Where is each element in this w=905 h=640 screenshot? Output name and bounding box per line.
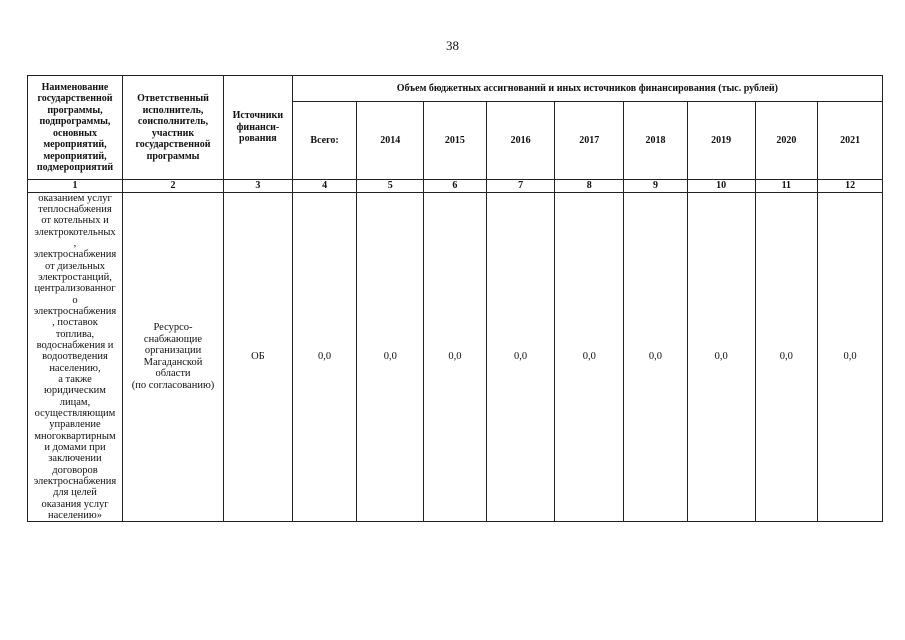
measure-name-line: водоотведения: [42, 351, 108, 363]
measure-name-line: электроснабжения: [33, 249, 117, 261]
measure-name-line: населению,: [49, 362, 101, 374]
year-value-cell: 0,0: [486, 192, 555, 522]
measure-name-line: централизованног: [34, 283, 116, 295]
column-number: 3: [224, 180, 293, 193]
column-number: 4: [292, 180, 357, 193]
year-value-cell: 0,0: [555, 192, 624, 522]
measure-name-line: о: [72, 294, 78, 306]
measure-name-line: электрокотельных: [34, 226, 116, 238]
column-number: 11: [755, 180, 818, 193]
column-number: 7: [486, 180, 555, 193]
column-number: 2: [122, 180, 223, 193]
measure-name-line: лицам,: [59, 396, 91, 408]
column-number: 9: [624, 180, 688, 193]
measure-name-line: юридическим: [44, 385, 106, 397]
measure-name-line: оказания услуг: [41, 498, 109, 510]
measure-name-line: договоров: [52, 464, 98, 476]
year-value-cell: 0,0: [755, 192, 818, 522]
measure-name-line: населению»: [48, 510, 102, 522]
measure-name-line: теплоснабжения: [38, 203, 112, 215]
column-number: 10: [687, 180, 755, 193]
executor-line: Магаданской: [143, 356, 203, 368]
measure-name-line: управление: [49, 419, 101, 431]
year-value-cell: 0,0: [687, 192, 755, 522]
measure-name-line: заключении: [48, 453, 102, 465]
executor-line: (по согласованию): [131, 379, 215, 391]
measure-name-line: топлива,: [55, 328, 95, 340]
executor-cell: [122, 192, 223, 522]
measure-name-cell: [28, 192, 123, 522]
year-value-cell: 0,0: [624, 192, 688, 522]
column-number: 12: [818, 180, 883, 193]
header-year: 2020: [755, 102, 818, 180]
header-year: 2019: [687, 102, 755, 180]
measure-name-line: для целей: [53, 487, 97, 499]
budget-table: [27, 75, 883, 522]
measure-name-line: , поставок: [52, 317, 98, 329]
executor-line: снабжающие: [143, 333, 203, 345]
measure-name-line: и домами при: [44, 442, 106, 454]
year-value-cell: 0,0: [818, 192, 883, 522]
header-total: Всего:: [292, 102, 357, 180]
header-year: 2021: [818, 102, 883, 180]
page-number: 38: [446, 38, 459, 53]
measure-name-line: а также: [58, 374, 92, 385]
year-value-cell: 0,0: [424, 192, 487, 522]
header-executor-column: Ответственный исполнитель, соисполнитель, участник государственной программы: [122, 76, 223, 180]
measure-name-line: от котельных и: [41, 215, 109, 227]
measure-name-line: оказанием услуг: [38, 192, 112, 204]
executor-line: области: [155, 368, 191, 380]
year-value-cell: 0,0: [357, 192, 424, 522]
header-year: 2014: [357, 102, 424, 180]
measure-name-line: от дизельных: [44, 260, 106, 272]
total-value-cell: 0,0: [292, 192, 357, 522]
funding-source-cell: ОБ: [224, 192, 293, 522]
measure-name-line: электроснабжения: [33, 476, 117, 488]
column-number: 8: [555, 180, 624, 193]
executor-line: Ресурсо-: [153, 322, 193, 334]
header-name-column: Наименование государственной программы, подпрограммы, основных мероприятий, мероприятий, подмероприятий: [28, 76, 123, 180]
header-year: 2017: [555, 102, 624, 180]
header-funding-group: Объем бюджетных ассигнований и иных источников финансирования (тыс. рублей): [292, 76, 882, 102]
column-number: 5: [357, 180, 424, 193]
executor-line: организации: [144, 345, 202, 357]
column-number: 1: [28, 180, 123, 193]
column-number: 6: [424, 180, 487, 193]
measure-name-line: водоснабжения и: [36, 339, 114, 351]
measure-name-line: ,: [73, 237, 77, 249]
measure-name-line: многоквартирным: [34, 430, 116, 442]
header-year: 2018: [624, 102, 688, 180]
table-row: [28, 192, 883, 522]
measure-name-line: осуществляющим: [34, 408, 116, 420]
header-year: 2016: [486, 102, 555, 180]
header-source-column: Источники финанси-рования: [224, 76, 293, 180]
measure-name-lines: [28, 193, 122, 522]
header-year: 2015: [424, 102, 487, 180]
measure-name-line: электростанций,: [38, 271, 112, 283]
measure-name-line: электроснабжения: [33, 305, 117, 317]
